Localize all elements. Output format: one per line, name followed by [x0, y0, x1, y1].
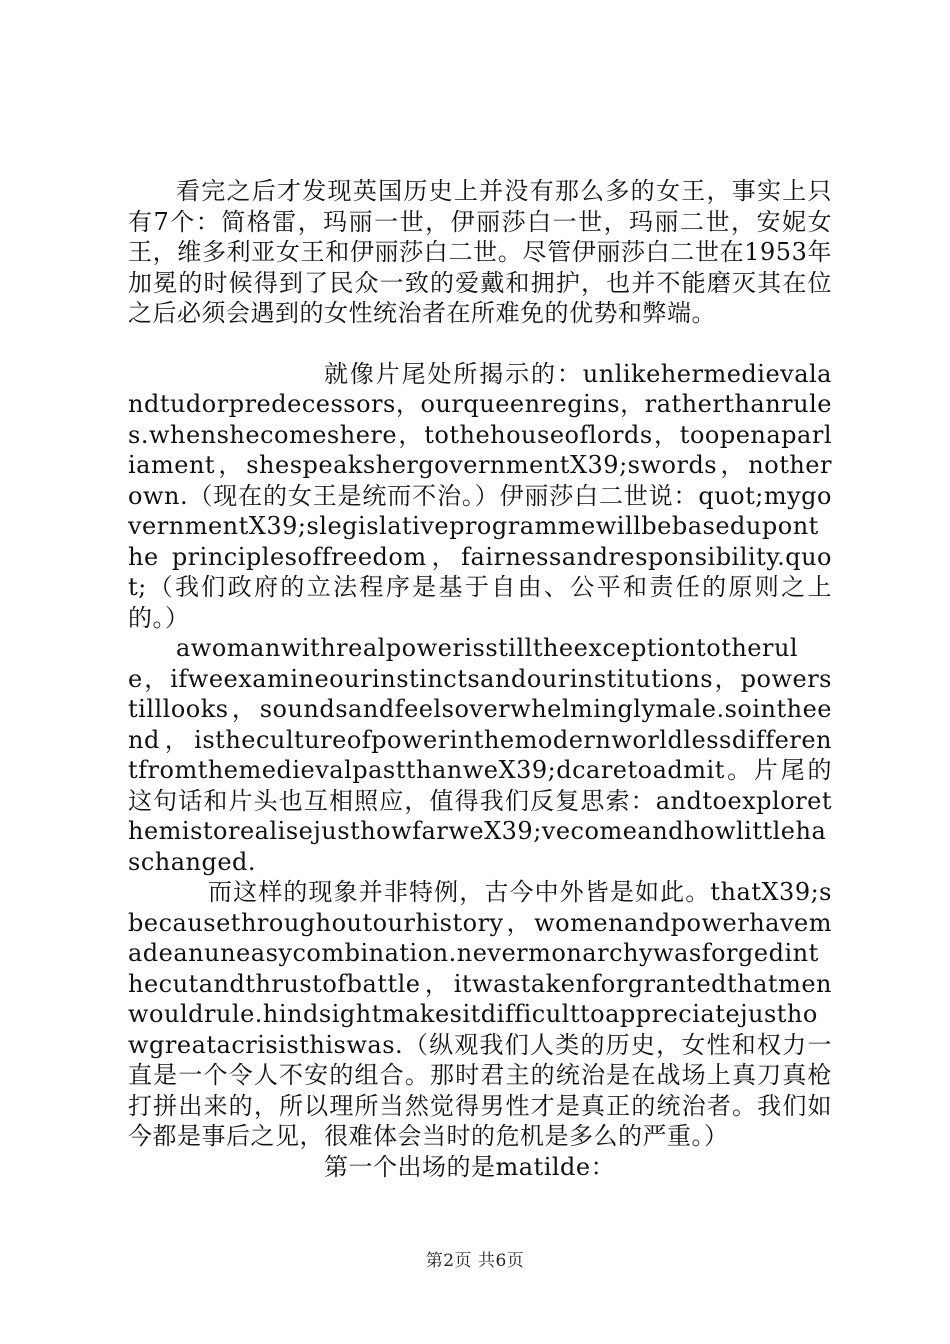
page-footer: 第2页 共6页: [425, 1251, 525, 1271]
paragraph-first-appearance: 第一个出场的是matilde：: [324, 1152, 616, 1181]
paragraph-history: 而这样的现象并非特例，古今中外皆是如此。thatX39;sbecausethroughoutourhistory，womenandpowerhavemadeanuneasycombination.nevermonarchywasforgedinthecutandthrustofbattle，itwastakenforgrantedthatmenwouldrule.hindsightmakesitdifficulttoappreciatejusthowgreatacrisisthiswas.（纵观我们人类的历史，女性和权力一直是一个令人不安的组合。那时君主的统治是在战场上真刀真枪打拼出来的，所以理所当然觉得男性才是真正的统治者。我们如今都是事后之见，很难体会当时的危机是多么的严重。）: [128, 878, 832, 1150]
paragraph-film-ending: 就像片尾处所揭示的：unlikehermedievalandtudorpredecessors，ourqueenregins，ratherthanrules.whenshecomeshere，tothehouseoflords，toopenaparliament，shespeakshergovernmentX39;swords，notherown.（现在的女王是统而不治。）伊丽莎白二世说：quot;mygovernmentX39;slegislativeprogrammewillbebaseduponthe principlesoffreedom，fairnessandresponsibility.quot;（我们政府的立法程序是基于自由、公平和责任的原则之上的。）: [128, 359, 832, 632]
document-body: [128, 176, 832, 1182]
paragraph-queens-list: 看完之后才发现英国历史上并没有那么多的女王，事实上只有7个：简格雷，玛丽一世，伊丽莎白一世，玛丽二世，安妮女王，维多利亚女王和伊丽莎白二世。尽管伊丽莎白二世在1953年加冕的时候得到了民众一致的爱戴和拥护，也并不能磨灭其在位之后必须会遇到的女性统治者在所难免的优势和弊端。: [128, 177, 832, 327]
paragraph-woman-power: awomanwithrealpowerisstilltheexceptiontotherule，ifweexamineourinstinctsandourinstitutions，powerstilllooks，soundsandfeelsoverwhelminglymale.sointheend，isthecultureofpowerinthemodernworldlessdifferentfromthemedievalpastthanweX39;dcaretoadmit。片尾的这句话和片头也互相照应，值得我们反复思索：andtoexplorethemistorealisejusthowfarweX39;vecomeandhowlittlehaschanged.: [128, 634, 832, 876]
